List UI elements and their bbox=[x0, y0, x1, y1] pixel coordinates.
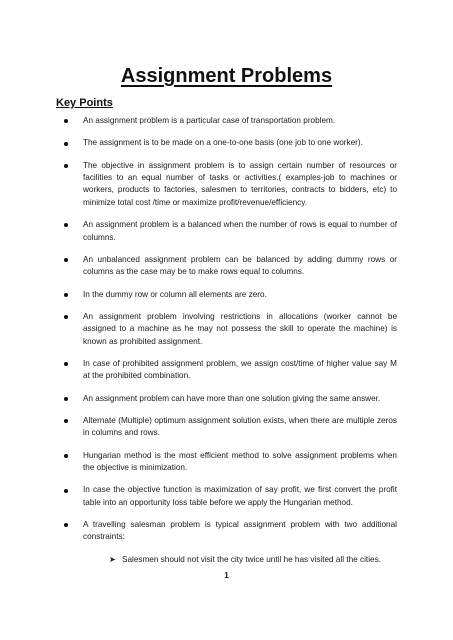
list-item bbox=[83, 519, 397, 544]
bullet-icon bbox=[64, 523, 68, 527]
list-item bbox=[83, 289, 397, 301]
list-item-text: An assignment problem can have more than one solution giving the same answer. bbox=[83, 393, 381, 403]
list-item bbox=[83, 160, 397, 210]
list-item bbox=[83, 219, 397, 244]
list-item bbox=[83, 450, 397, 475]
bullet-icon bbox=[64, 362, 68, 366]
list-item bbox=[83, 484, 397, 509]
page-number: 1 bbox=[224, 570, 229, 580]
list-item bbox=[83, 415, 397, 440]
arrow-bullet-icon: ➤ bbox=[109, 554, 116, 564]
list-item-text: An assignment problem is a particular case of transportation problem. bbox=[83, 116, 336, 125]
list-item-text: An assignment problem involving restrictions in allocations (worker cannot be assigned to a machine as he may not possess the skill to operate the machine) is known as prohibited assignment. bbox=[83, 311, 397, 346]
list-item bbox=[83, 358, 397, 383]
bullet-icon bbox=[64, 315, 68, 319]
list-item-text: An assignment problem is a balanced when the number of rows is equal to number of columns. bbox=[83, 220, 397, 242]
section-heading: Key Points bbox=[56, 97, 113, 109]
page-title: Assignment Problems bbox=[120, 65, 333, 87]
list-item-text: In the dummy row or column all elements are zero. bbox=[83, 289, 267, 299]
bullet-icon bbox=[64, 454, 68, 458]
sub-list-item-text: Salesmen should not visit the city twice until he has visited all the cities. bbox=[122, 554, 381, 564]
sub-list-container bbox=[0, 554, 453, 566]
list-item bbox=[83, 311, 397, 348]
bullet-icon bbox=[64, 397, 68, 401]
bullet-icon bbox=[64, 223, 68, 227]
list-item bbox=[83, 393, 397, 405]
bullet-icon bbox=[64, 489, 68, 493]
bullet-icon bbox=[64, 293, 68, 297]
list-item bbox=[83, 254, 397, 279]
sub-points-list bbox=[0, 554, 453, 566]
list-item bbox=[83, 115, 397, 127]
list-item-text: A travelling salesman problem is typical assignment problem with two additional constraints: bbox=[83, 520, 397, 542]
list-item-text: Alternate (Multiple) optimum assignment solution exists, when there are multiple zeros in columns and rows. bbox=[83, 415, 397, 438]
bullet-icon bbox=[64, 142, 68, 146]
list-item bbox=[83, 137, 397, 149]
list-item-text: The objective in assignment problem is to assign certain number of resources or facilities to an equal number of tasks or activities.( examples-job to machines or workers, products to factories, salesmen to territories, contracts to bidders, etc) to minimize total cost /time or maximize profit/revenue/efficiency. bbox=[83, 160, 397, 207]
list-item-text: Hungarian method is the most efficient method to solve assignment problems when the objective is minimization. bbox=[83, 450, 397, 473]
list-item-text: An unbalanced assignment problem can be balanced by adding dummy rows or columns as the case may be to make rows equal to columns. bbox=[83, 254, 397, 277]
sub-list-item bbox=[109, 554, 397, 566]
list-item-text: In case the objective function is maximization of say profit, we first convert the profit table into an opportunity loss table before we apply the Hungarian method. bbox=[83, 485, 397, 507]
bullet-icon bbox=[64, 119, 68, 123]
bullet-icon bbox=[64, 419, 68, 423]
list-item-text: The assignment is to be made on a one-to-one basis (one job to one worker). bbox=[83, 138, 363, 148]
list-item-text: In case of prohibited assignment problem, we assign cost/time of higher value say M at the prohibited combination. bbox=[83, 358, 397, 381]
key-points-list bbox=[0, 115, 453, 566]
bullet-icon bbox=[64, 258, 68, 262]
bullet-icon bbox=[64, 164, 68, 168]
